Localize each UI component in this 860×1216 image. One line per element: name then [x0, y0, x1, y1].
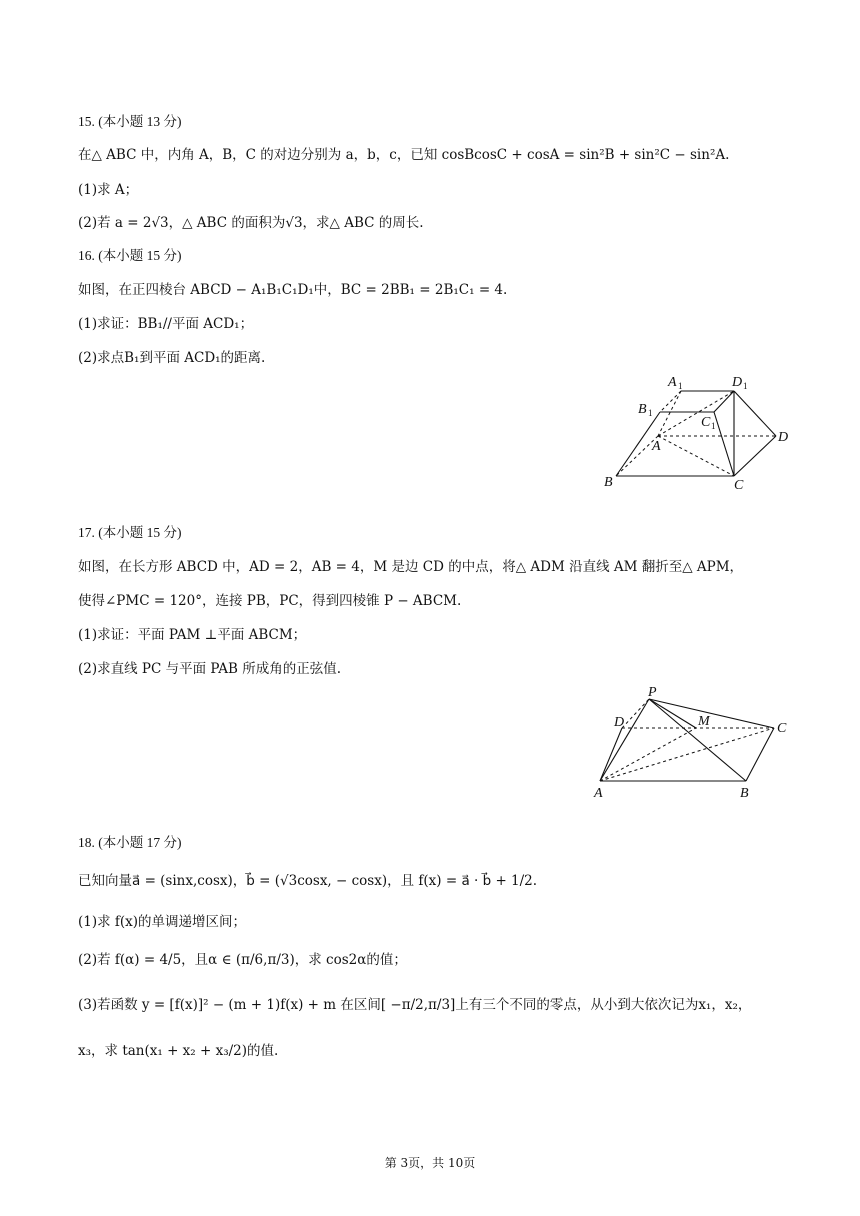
label-B1: B: [638, 402, 647, 417]
label-D1-sub: 1: [743, 381, 748, 391]
label-B1-sub: 1: [648, 408, 653, 418]
problem-17-statement-2: 使得∠PMC = 120°，连接 PB，PC，得到四棱锥 P − ABCM.: [78, 593, 462, 609]
problem-17-part-2: (2)求直线 PC 与平面 PAB 所成角的正弦值.: [78, 661, 342, 677]
label-C1-sub: 1: [711, 421, 716, 431]
problem-17-header: 17. (本小题 15 分): [78, 525, 182, 540]
label-A: A: [594, 786, 603, 801]
problem-18-part-1: (1)求 f(x)的单调递增区间；: [78, 914, 247, 930]
problem-18-part-2: (2)若 f(α) = 4/5，且α ∈ (π/6,π/3)，求 cos2α的值；: [78, 952, 407, 968]
pyramid-figure: [588, 680, 798, 804]
problem-18-part-3: (3)若函数 y = [f(x)]² − (m + 1)f(x) + m 在区间[ −π/2,π/3]上有三个不同的零点，从小到大依次记为x₁，x₂，: [78, 997, 752, 1013]
problem-16-part-2: (2)求点B₁到平面 ACD₁的距离.: [78, 350, 266, 366]
problem-15-part-1: (1)求 A；: [78, 182, 139, 198]
label-B: B: [604, 475, 613, 490]
problem-16-part-1: (1)求证：BB₁//平面 ACD₁；: [78, 316, 254, 332]
label-C1: C: [701, 415, 711, 430]
label-D: D: [614, 715, 625, 730]
label-A1: A: [668, 375, 677, 390]
label-B: B: [740, 786, 749, 801]
problem-17-statement-1: 如图，在长方形 ABCD 中，AD = 2，AB = 4，M 是边 CD 的中点，将△ ADM 沿直线 AM 翻折至△ APM，: [78, 559, 744, 575]
label-A1-sub: 1: [678, 381, 683, 391]
problem-15-header: 15. (本小题 13 分): [78, 114, 182, 129]
label-P: P: [648, 685, 657, 700]
label-M: M: [698, 714, 710, 729]
frustum-figure: [598, 368, 808, 494]
problem-18-header: 18. (本小题 17 分): [78, 835, 182, 850]
label-A: A: [652, 439, 661, 454]
page-footer: 第 3页，共 10页: [384, 1156, 476, 1170]
problem-18-statement: 已知向量a⃗ = (sinx,cosx)，b⃗ = (√3cosx, − cosx)，且 f(x) = a⃗ · b⃗ + 1/2.: [78, 873, 538, 889]
problem-17-part-1: (1)求证：平面 PAM ⊥平面 ABCM；: [78, 627, 307, 643]
problem-16-statement: 如图，在正四棱台 ABCD − A₁B₁C₁D₁中，BC = 2BB₁ = 2B₁C₁ = 4.: [78, 282, 508, 298]
problem-15-statement: 在△ ABC 中，内角 A，B，C 的对边分别为 a，b，c，已知 cosBcosC + cosA = sin²B + sin²C − sin²A.: [78, 147, 730, 163]
label-C: C: [734, 478, 744, 493]
label-D: D: [778, 430, 789, 445]
label-D1: D: [732, 375, 743, 390]
problem-18-part-3-cont: x₃，求 tan(x₁ + x₂ + x₃/2)的值.: [78, 1043, 279, 1059]
label-C: C: [777, 721, 787, 736]
problem-15-part-2: (2)若 a = 2√3，△ ABC 的面积为√3，求△ ABC 的周长.: [78, 215, 424, 231]
problem-16-header: 16. (本小题 15 分): [78, 248, 182, 263]
